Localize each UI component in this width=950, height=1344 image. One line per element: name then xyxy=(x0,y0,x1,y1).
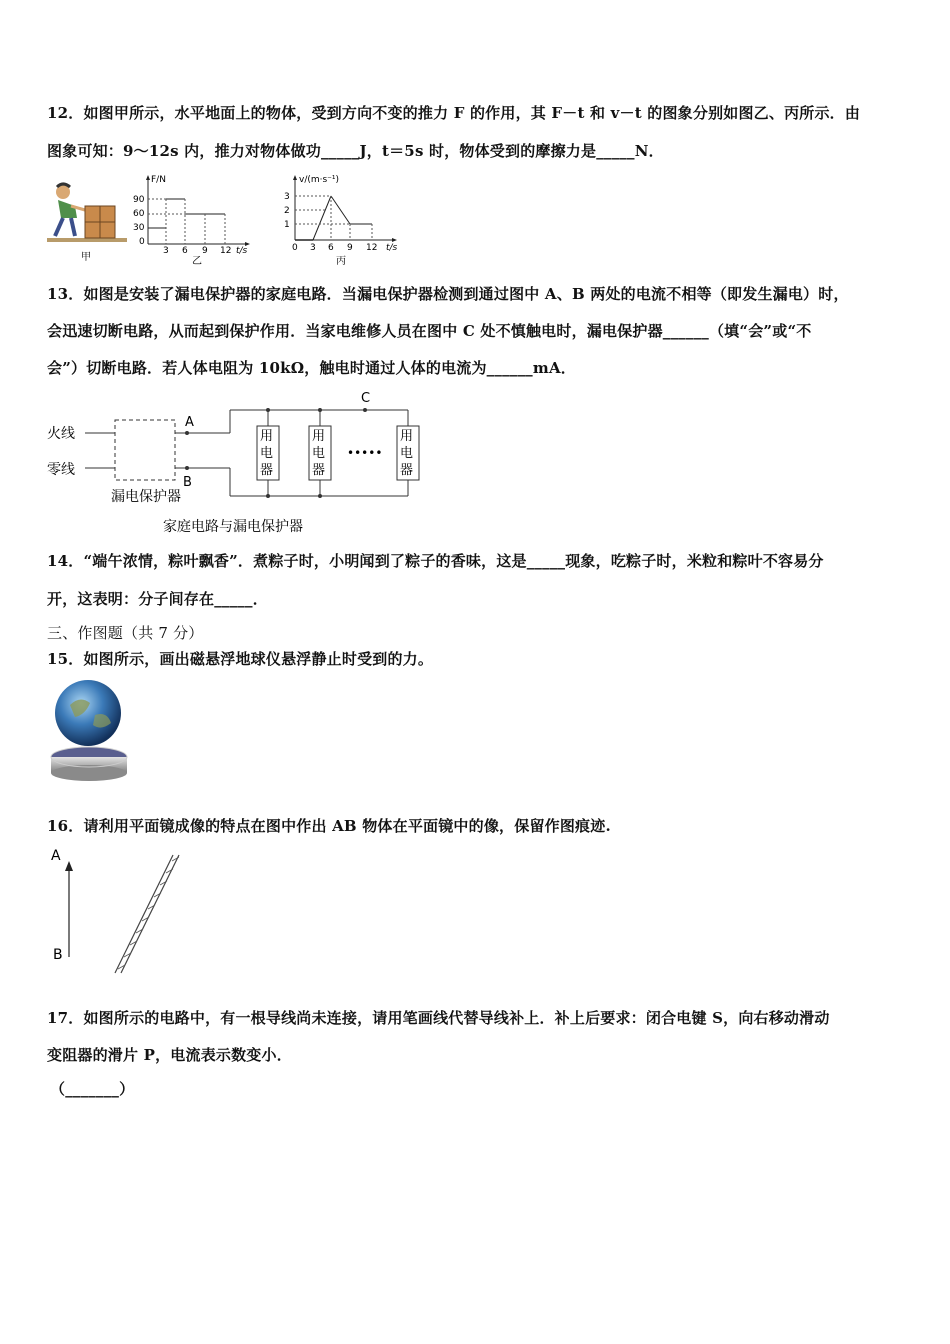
svg-text:60: 60 xyxy=(133,209,145,219)
svg-text:电: 电 xyxy=(312,446,326,461)
q15-maglev-globe-image xyxy=(45,675,133,785)
svg-text:12: 12 xyxy=(366,243,378,253)
protector-label: 漏电保护器 xyxy=(111,489,181,505)
svg-text:用: 用 xyxy=(400,429,414,444)
live-wire-label: 火线 xyxy=(47,426,75,442)
svg-text:器: 器 xyxy=(400,463,414,478)
svg-text:6: 6 xyxy=(328,243,334,253)
protector-box xyxy=(115,420,175,480)
f-axis-label: F/N xyxy=(151,175,166,185)
v-axis-label: v/(m·s⁻¹) xyxy=(299,175,340,185)
svg-text:t/s: t/s xyxy=(386,243,398,253)
point-b-label: B xyxy=(183,475,192,490)
svg-text:1: 1 xyxy=(284,220,290,230)
svg-text:0: 0 xyxy=(139,237,145,247)
svg-text:9: 9 xyxy=(347,243,353,253)
svg-text:器: 器 xyxy=(260,463,274,478)
svg-text:12: 12 xyxy=(220,246,232,256)
q13-line-1: 13．如图是安装了漏电保护器的家庭电路．当漏电保护器检测到通过图中 A、B 两处的电流不相等（即发生漏电）时， xyxy=(47,285,849,303)
q12-figure-person-pushing-box xyxy=(45,178,130,263)
svg-text:2: 2 xyxy=(284,206,290,216)
q12-figure-v-t-graph xyxy=(280,172,405,267)
point-c-label: C xyxy=(361,391,371,406)
q15-line-1: 15．如图所示，画出磁悬浮地球仪悬浮静止时受到的力。 xyxy=(47,650,434,668)
section-3-heading: 三、作图题（共 7 分） xyxy=(47,624,204,642)
svg-text:t/s: t/s xyxy=(236,246,248,256)
svg-text:9: 9 xyxy=(202,246,208,256)
q17-answer-blank[interactable]: （_______） xyxy=(50,1080,135,1098)
svg-text:30: 30 xyxy=(133,223,145,233)
neutral-wire-label: 零线 xyxy=(47,462,75,478)
q16-line-1: 16．请利用平面镜成像的特点在图中作出 AB 物体在平面镜中的像，保留作图痕迹. xyxy=(47,817,611,835)
q12-line-2: 图象可知：9～12s 内，推力对物体做功_____J，t＝5s 时，物体受到的摩擦力是_____N． xyxy=(47,142,664,160)
q12-line-1: 12．如图甲所示，水平地面上的物体，受到方向不变的推力 F 的作用，其 F－t 和 v－t 的图象分别如图乙、丙所示．由 xyxy=(47,104,861,122)
circuit-caption: 家庭电路与漏电保护器 xyxy=(163,519,303,535)
svg-text:用: 用 xyxy=(312,429,326,444)
fig-label-bing: 丙 xyxy=(336,256,346,267)
ellipsis-dots: ••••• xyxy=(347,446,383,460)
svg-text:3: 3 xyxy=(284,192,290,202)
q13-line-2: 会迅速切断电路，从而起到保护作用．当家电维修人员在图中 C 处不慎触电时，漏电保护器______（填“会”或“不 xyxy=(47,322,812,340)
q13-circuit-diagram xyxy=(45,388,445,538)
q12-figure-f-t-graph xyxy=(130,172,255,267)
svg-text:90: 90 xyxy=(133,195,145,205)
fig-label-yi: 乙 xyxy=(192,256,202,267)
svg-text:0: 0 xyxy=(292,243,298,253)
point-a-label: A xyxy=(185,415,194,430)
svg-text:3: 3 xyxy=(163,246,169,256)
svg-text:6: 6 xyxy=(182,246,188,256)
svg-text:用: 用 xyxy=(260,429,274,444)
q16-mirror-diagram xyxy=(45,845,195,980)
q13-line-3: 会”）切断电路．若人体电阻为 10kΩ，触电时通过人体的电流为______mA． xyxy=(47,359,576,377)
fig-label-jia: 甲 xyxy=(81,252,91,263)
q14-line-1: 14．“端午浓情，粽叶飘香”．煮粽子时，小明闻到了粽子的香味，这是_____现象，吃粽子时，米粒和粽叶不容易分 xyxy=(47,552,824,570)
svg-text:器: 器 xyxy=(312,463,326,478)
q14-line-2: 开，这表明：分子间存在_____． xyxy=(47,590,268,608)
svg-text:3: 3 xyxy=(310,243,316,253)
q17-line-1: 17．如图所示的电路中，有一根导线尚未连接，请用笔画线代替导线补上．补上后要求：闭合电键 S，向右移动滑动 xyxy=(47,1009,830,1027)
svg-text:电: 电 xyxy=(400,446,414,461)
svg-text:电: 电 xyxy=(260,446,274,461)
q17-line-2: 变阻器的滑片 P，电流表示数变小． xyxy=(47,1046,292,1064)
point-b-label: B xyxy=(53,947,63,963)
point-a-label: A xyxy=(51,848,61,864)
plane-mirror xyxy=(115,855,173,973)
